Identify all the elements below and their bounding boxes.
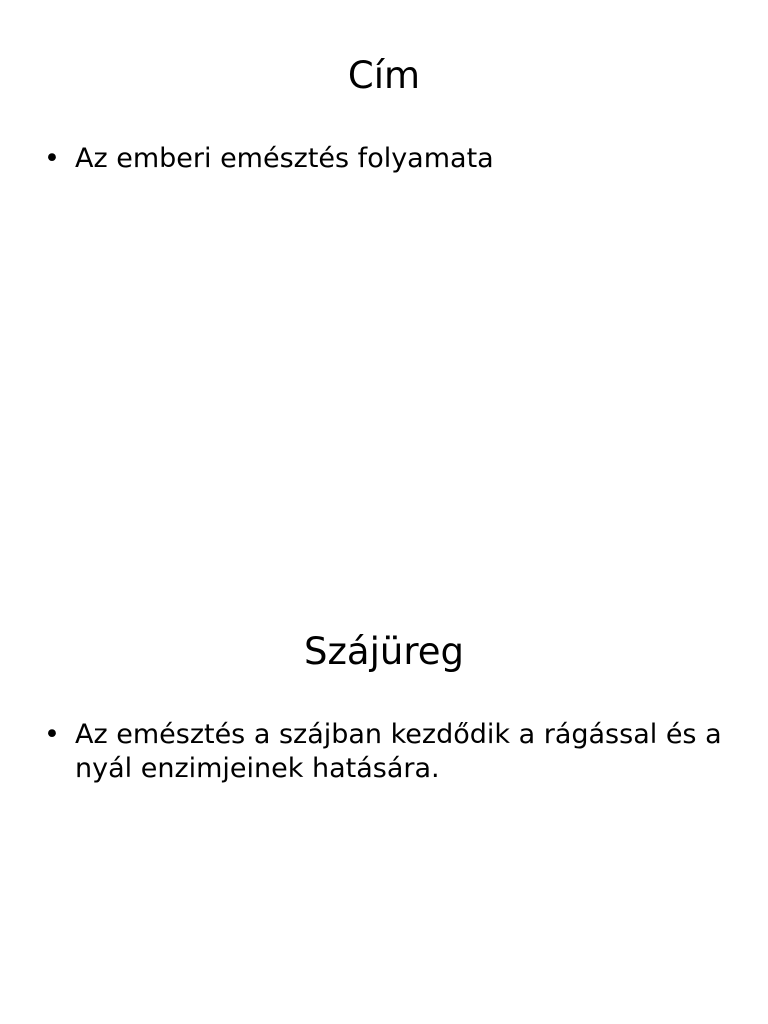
bullet-icon: •: [44, 143, 60, 174]
bullet-list: [44, 718, 728, 786]
bullet-list: [44, 142, 728, 176]
bullet-item: [44, 718, 728, 786]
slide-title: Szájüreg: [304, 630, 464, 673]
slide-title: Cím: [347, 54, 421, 97]
bullet-text: Az emésztés a szájban kezdődik a rágással és a nyál enzimjeinek hatására.: [75, 719, 722, 784]
bullet-text: Az emberi emésztés folyamata: [75, 143, 494, 174]
slide-2: [0, 576, 768, 1024]
bullet-icon: •: [44, 719, 60, 750]
bullet-item: [44, 142, 728, 176]
